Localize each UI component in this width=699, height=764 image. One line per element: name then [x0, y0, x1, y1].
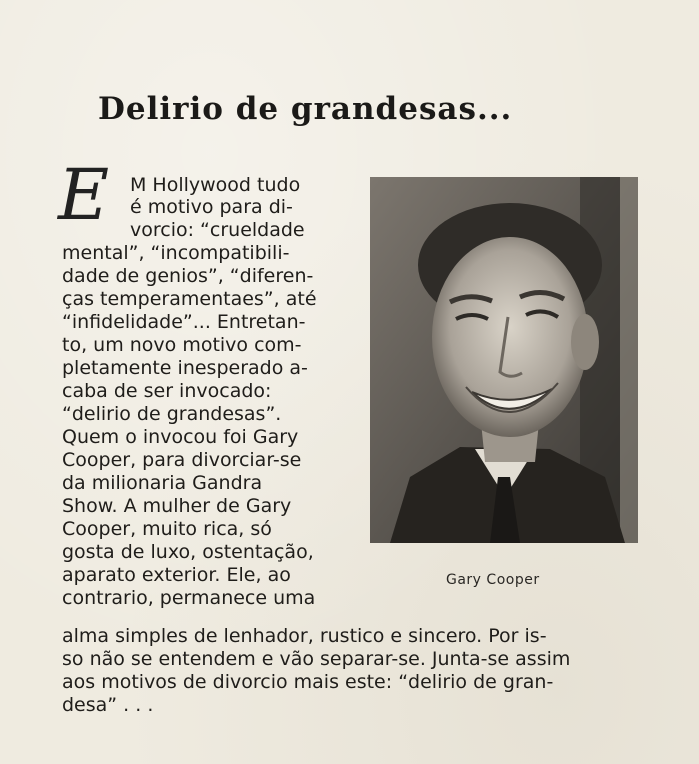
body-line: contrario, permanece uma — [62, 587, 316, 609]
body-line: ças temperamentaes”, até — [62, 288, 317, 310]
body-line: é motivo para di- — [130, 196, 293, 218]
body-line: aparato exterior. Ele, ao — [62, 564, 291, 586]
body-line: Cooper, muito rica, só — [62, 518, 272, 540]
article-title: Delirio de grandesas... — [98, 91, 513, 127]
photo-caption: Gary Cooper — [446, 572, 540, 588]
portrait-image — [370, 177, 638, 543]
body-line: so não se entendem e vão separar-se. Junta-se assim — [62, 648, 571, 670]
body-line: M Hollywood tudo — [130, 174, 301, 196]
body-line: “delirio de grandesas”. — [62, 403, 282, 425]
body-line: desa” . . . — [62, 694, 154, 716]
portrait-photo — [370, 177, 638, 543]
drop-cap: E — [58, 154, 110, 236]
body-line: to, um novo motivo com- — [62, 334, 302, 356]
body-line: mental”, “incompatibili- — [62, 242, 290, 264]
body-line: gosta de luxo, ostentação, — [62, 541, 314, 563]
body-line: Cooper, para divorciar-se — [62, 449, 302, 471]
body-line: da milionaria Gandra — [62, 472, 263, 494]
body-line: aos motivos de divorcio mais este: “delirio de gran- — [62, 671, 554, 693]
body-line: dade de genios”, “diferen- — [62, 265, 314, 287]
body-line: alma simples de lenhador, rustico e sincero. Por is- — [62, 625, 547, 647]
body-line: Quem o invocou foi Gary — [62, 426, 299, 448]
body-line: Show. A mulher de Gary — [62, 495, 292, 517]
body-line: “infidelidade”... Entretan- — [62, 311, 306, 333]
body-line: caba de ser invocado: — [62, 380, 272, 402]
body-line: vorcio: “crueldade — [130, 219, 305, 241]
body-line: pletamente inesperado a- — [62, 357, 308, 379]
